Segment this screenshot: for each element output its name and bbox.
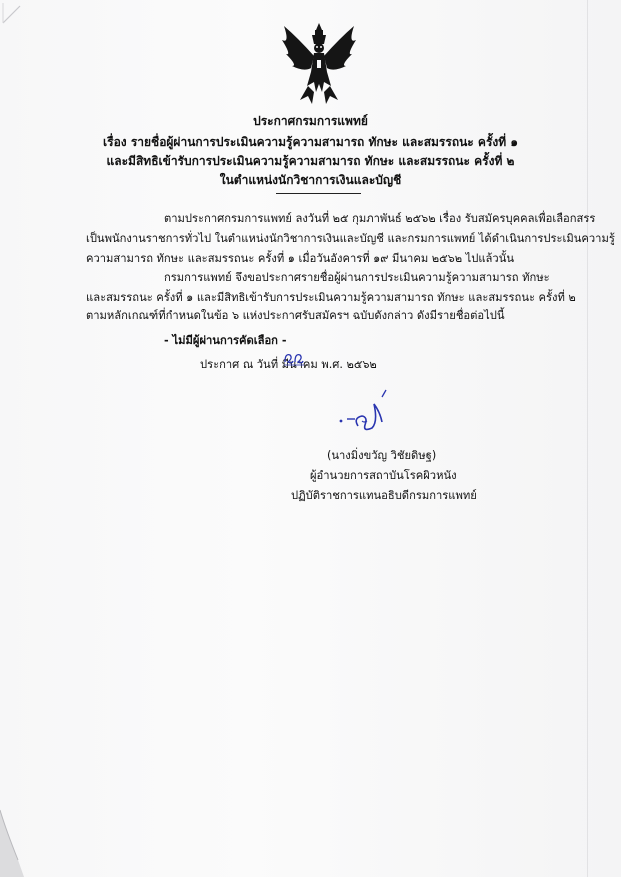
page-corner-curl — [0, 800, 26, 877]
handwritten-day — [283, 350, 305, 366]
handwritten-signature — [336, 388, 396, 434]
paragraph-2-line-1: กรมการแพทย์ จึงขอประกาศรายชื่อผู้ผ่านการประเมินความรู้ความสามารถ ทักษะ — [164, 271, 550, 284]
no-pass-notice: - ไม่มีผู้ผ่านการคัดเลือก - — [164, 334, 287, 347]
paragraph-2-line-3: ตามหลักเกณฑ์ที่กำหนดในข้อ ๖ แห่งประกาศรับสมัครฯ ฉบับดังกล่าว ดังมีรายชื่อต่อไปนี้ — [86, 309, 505, 322]
paragraph-1-line-1: ตามประกาศกรมการแพทย์ ลงวันที่ ๒๕ กุมภาพันธ์ ๒๕๖๒ เรื่อง รับสมัครบุคคลเพื่อเลือกสรร — [164, 212, 596, 225]
garuda-emblem-icon — [278, 20, 360, 106]
signatory-position: ผู้อำนวยการสถาบันโรคผิวหนัง — [310, 469, 457, 482]
paragraph-1-line-3: ความสามารถ ทักษะ และสมรรถนะ ครั้งที่ ๑ เมื่อวันอังคารที่ ๑๙ มีนาคม ๒๕๖๒ ไปแล้วนั้น — [86, 252, 514, 265]
title-divider — [276, 193, 361, 194]
paragraph-1-line-2: เป็นพนักงานราชการทั่วไป ในตำแหน่งนักวิชาการเงินและบัญชี และกรมการแพทย์ ได้ดำเนินการประเมินความรู้ — [86, 232, 615, 245]
announcement-agency: ประกาศกรมการแพทย์ — [253, 114, 368, 128]
announcement-date: ประกาศ ณ วันที่ มีนาคม พ.ศ. ๒๕๖๒ — [200, 358, 377, 371]
paragraph-2-line-2: และสมรรถนะ ครั้งที่ ๑ และมีสิทธิเข้ารับการประเมินความรู้ความสามารถ ทักษะ และสมรรถนะ ครั้งที่ ๒ — [86, 291, 576, 304]
subject-line-1: เรื่อง รายชื่อผู้ผ่านการประเมินความรู้ความสามารถ ทักษะ และสมรรถนะ ครั้งที่ ๑ — [103, 135, 518, 149]
subject-line-3: ในตำแหน่งนักวิชาการเงินและบัญชี — [219, 173, 402, 187]
corner-fold-mark — [2, 2, 24, 24]
paper-fold-line — [587, 0, 588, 877]
signatory-acting-for: ปฏิบัติราชการแทนอธิบดีกรมการแพทย์ — [291, 489, 477, 502]
subject-line-2: และมีสิทธิเข้ารับการประเมินความรู้ความสามารถ ทักษะ และสมรรถนะ ครั้งที่ ๒ — [106, 154, 515, 168]
signatory-name: (นางมิ่งขวัญ วิชัยดิษฐ) — [327, 449, 437, 462]
